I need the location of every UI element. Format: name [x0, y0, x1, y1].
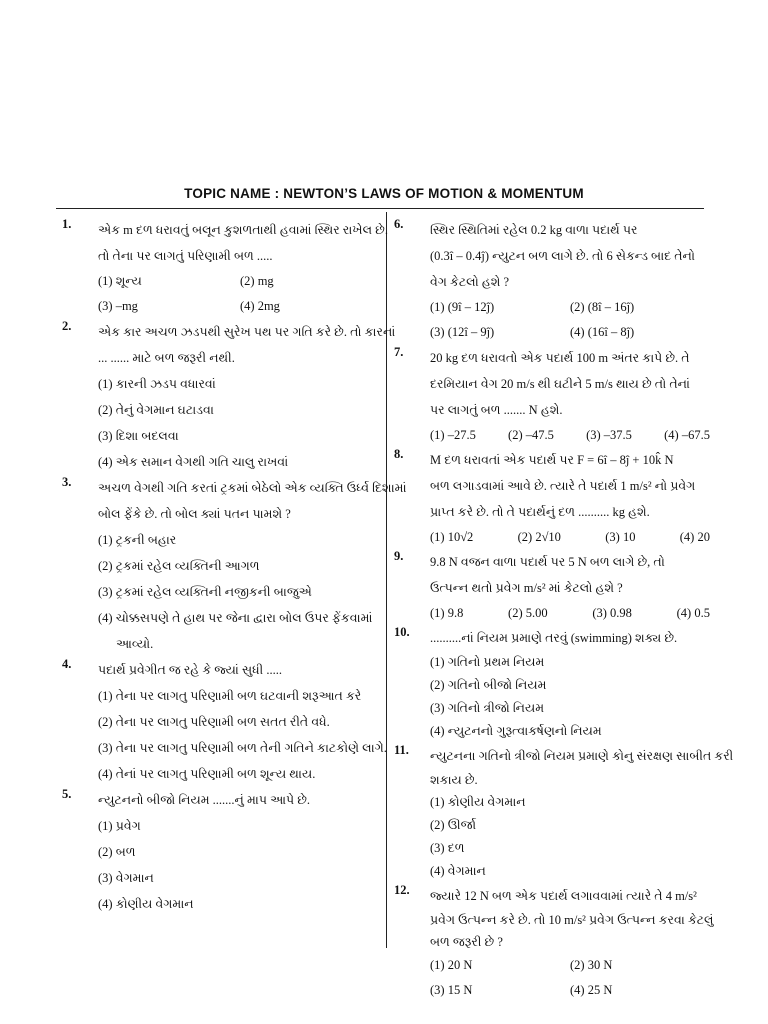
option: (4) 20 — [679, 530, 710, 544]
title-underline — [56, 208, 704, 209]
question-text: એક m દળ ધરાવતું બલૂન કુશળતાથી હવામાં સ્થિર રાખેલ છે. — [98, 223, 388, 237]
option: (2) 5.00 — [508, 606, 548, 620]
option: (1) (9î – 12ĵ) — [430, 300, 495, 314]
question-number: 10. — [394, 625, 410, 639]
question-5 — [60, 787, 382, 917]
option: (4) 0.5 — [676, 606, 710, 620]
question-number: 3. — [62, 475, 72, 489]
question-text: શકાય છે. — [430, 773, 478, 787]
option: (3) –37.5 — [586, 428, 632, 442]
option: (1) તેના પર લાગતુ પરિણામી બળ ઘટવાની શરૂઆત કરે — [98, 689, 362, 703]
option: (2) ગતિનો બીજો નિયમ — [430, 678, 547, 692]
option: (1) ટ્રકની બહાર — [98, 533, 177, 547]
option: (2) 2√10 — [517, 530, 561, 544]
question-text: એક કાર અચળ ઝડપથી સુરેખ પથ પર ગતિ કરે છે. તો કારનાં — [98, 325, 396, 339]
option: (2) ઊર્જા — [430, 818, 477, 832]
question-number: 8. — [394, 447, 404, 461]
option: (2) બળ — [98, 845, 136, 859]
question-text: જ્યારે 12 N બળ એક પદાર્થ લગાવવામાં ત્યારે તે 4 m/s² — [430, 889, 697, 903]
page-title: TOPIC NAME : NEWTON’S LAWS OF MOTION & MOMENTUM — [184, 186, 584, 201]
question-text: અચળ વેગથી ગતિ કરતાં ટ્રકમાં બેઠેલો એક વ્યક્તિ ઉર્ધ્વ દિશામાં — [98, 481, 407, 495]
question-text: 20 kg દળ ધરાવતો એક પદાર્થ 100 m અંતર કાપે છે. તે — [430, 351, 690, 365]
question-text: પર લાગતું બળ ....... N હશે. — [430, 403, 563, 417]
option: (1) કોણીય વેગમાન — [430, 795, 526, 809]
question-text: પદાર્થ પ્રવેગીત જ રહે કે જ્યાં સુધી ..... — [98, 663, 282, 677]
question-number: 12. — [394, 883, 410, 897]
option: (2) 30 N — [570, 958, 613, 972]
options — [430, 525, 710, 549]
question-text: વેગ કેટલો હશે ? — [430, 275, 510, 289]
option: (3) વેગમાન — [98, 871, 154, 885]
option: (1) –27.5 — [430, 428, 476, 442]
option: (3) દિશા બદલવા — [98, 429, 179, 443]
question-text: 9.8 N વજન વાળા પદાર્થ પર 5 N બળ લાગે છે, તો — [430, 555, 665, 569]
question-number: 4. — [62, 657, 72, 671]
option-continuation: આવ્યો. — [116, 637, 154, 651]
question-8 — [392, 447, 710, 549]
column-divider — [386, 212, 387, 948]
option: (1) 10√2 — [430, 530, 474, 544]
option: (3) (12î – 9ĵ) — [430, 325, 495, 339]
question-1 — [60, 217, 388, 319]
option: (2) તેનું વેગમાન ઘટાડવા — [98, 403, 214, 417]
question-text: ... ...... માટે બળ જરૂરી નથી. — [98, 351, 235, 365]
question-text: પ્રવેગ ઉત્પન્ન કરે છે. તો 10 m/s² પ્રવેગ ઉત્પન્ન કરવા કેટલું — [430, 913, 714, 927]
option: (1) કારની ઝડપ વધારવાં — [98, 377, 216, 391]
question-11 — [392, 743, 734, 883]
option: (1) 9.8 — [430, 606, 464, 620]
question-number: 6. — [394, 217, 404, 231]
question-number: 5. — [62, 787, 72, 801]
options — [430, 423, 710, 447]
option: (3) 0.98 — [592, 606, 632, 620]
option: (2) –47.5 — [508, 428, 554, 442]
options — [98, 269, 382, 319]
option: (2) ટ્રકમાં રહેલ વ્યક્તિની આગળ — [98, 559, 260, 573]
question-7 — [392, 345, 710, 447]
question-number: 11. — [394, 743, 409, 757]
option: (4) –67.5 — [664, 428, 710, 442]
question-number: 1. — [62, 217, 72, 231]
question-text: બળ જરૂરી છે ? — [430, 935, 503, 949]
option: (3) 10 — [605, 530, 636, 544]
option: (4) એક સમાન વેગથી ગતિ ચાલુ રાખવાં — [98, 455, 289, 469]
question-number: 2. — [62, 319, 72, 333]
question-number: 9. — [394, 549, 404, 563]
option: (4) 25 N — [570, 983, 613, 997]
option: (3) –mg — [98, 299, 138, 313]
option: (4) વેગમાન — [430, 864, 486, 878]
question-2 — [60, 319, 396, 475]
question-4 — [60, 657, 387, 787]
question-text: ઉત્પન્ન થતો પ્રવેગ m/s² માં કેટલો હશે ? — [430, 581, 623, 595]
option: (3) દળ — [430, 841, 465, 855]
option: (3) તેના પર લાગતુ પરિણામી બળ તેની ગતિને કાટકોણે લાગે. — [98, 741, 387, 755]
option: (4) ન્યુટનનો ગુરૂત્વાકર્ષણનો નિયમ — [430, 724, 602, 738]
question-text: પ્રાપ્ત કરે છે. તો તે પદાર્થનું દળ .......... kg હશે. — [430, 505, 650, 519]
option: (2) mg — [240, 274, 274, 288]
option: (1) ગતિનો પ્રથમ નિયમ — [430, 655, 545, 669]
question-text: તો તેના પર લાગતું પરિણામી બળ ..... — [98, 249, 273, 263]
option: (2) (8î – 16ĵ) — [570, 300, 635, 314]
question-text: (0.3î – 0.4ĵ) ન્યુટન બળ લાગે છે. તો 6 સેકન્ડ બાદ તેનો — [430, 249, 695, 263]
options — [430, 953, 710, 1003]
question-text: ન્યુટનનો બીજો નિયમ .......નું માપ આપે છે. — [98, 793, 311, 807]
option: (1) પ્રવેગ — [98, 819, 141, 833]
option: (1) 20 N — [430, 958, 473, 972]
question-text: M દળ ધરાવતાં એક પદાર્થ પર F = 6î – 8ĵ + 10k̂ N — [430, 453, 674, 467]
options — [430, 601, 710, 625]
question-text: સ્થિર સ્થિતિમાં રહેલ 0.2 kg વાળા પદાર્થ પર — [430, 223, 638, 237]
option: (4) ચોક્કસપણે તે હાથ પર જેના દ્વારા બોલ ઉપર ફેંકવામાં — [98, 611, 373, 625]
option: (4) તેનાં પર લાગતુ પરિણામી બળ શૂન્ય થાય. — [98, 767, 316, 781]
option: (3) ટ્રકમાં રહેલ વ્યક્તિની નજીકની બાજુએ — [98, 585, 312, 599]
question-10 — [392, 625, 710, 743]
question-12 — [392, 883, 714, 1003]
right-column — [392, 217, 734, 1003]
question-text: ન્યુટનના ગતિનો ત્રીજો નિયમ પ્રમાણે કોનુ સંરક્ષણ સાબીત કરી — [430, 749, 734, 763]
question-9 — [392, 549, 710, 625]
option: (3) ગતિનો ત્રીજો નિયમ — [430, 701, 545, 715]
question-6 — [392, 217, 710, 345]
options — [430, 295, 710, 345]
option: (1) શૂન્ય — [98, 274, 142, 288]
option: (4) કોણીય વેગમાન — [98, 897, 194, 911]
question-text: ..........નાં નિયમ પ્રમાણે તરવું (swimming) શક્ય છે. — [430, 631, 678, 645]
question-text: બળ લગાડવામાં આવે છે. ત્યારે તે પદાર્થ 1 m/s² નો પ્રવેગ — [430, 479, 696, 493]
option: (4) 2mg — [240, 299, 280, 313]
option: (2) તેના પર લાગતુ પરિણામી બળ સતત રીતે વધે. — [98, 715, 330, 729]
question-text: બોલ ફેંકે છે. તો બોલ ક્યાં પતન પામશે ? — [98, 507, 291, 521]
option: (3) 15 N — [430, 983, 473, 997]
question-number: 7. — [394, 345, 404, 359]
option: (4) (16î – 8ĵ) — [570, 325, 635, 339]
question-text: દરમિયાન વેગ 20 m/s થી ઘટીને 5 m/s થાય છે તો તેનાં — [430, 377, 690, 391]
